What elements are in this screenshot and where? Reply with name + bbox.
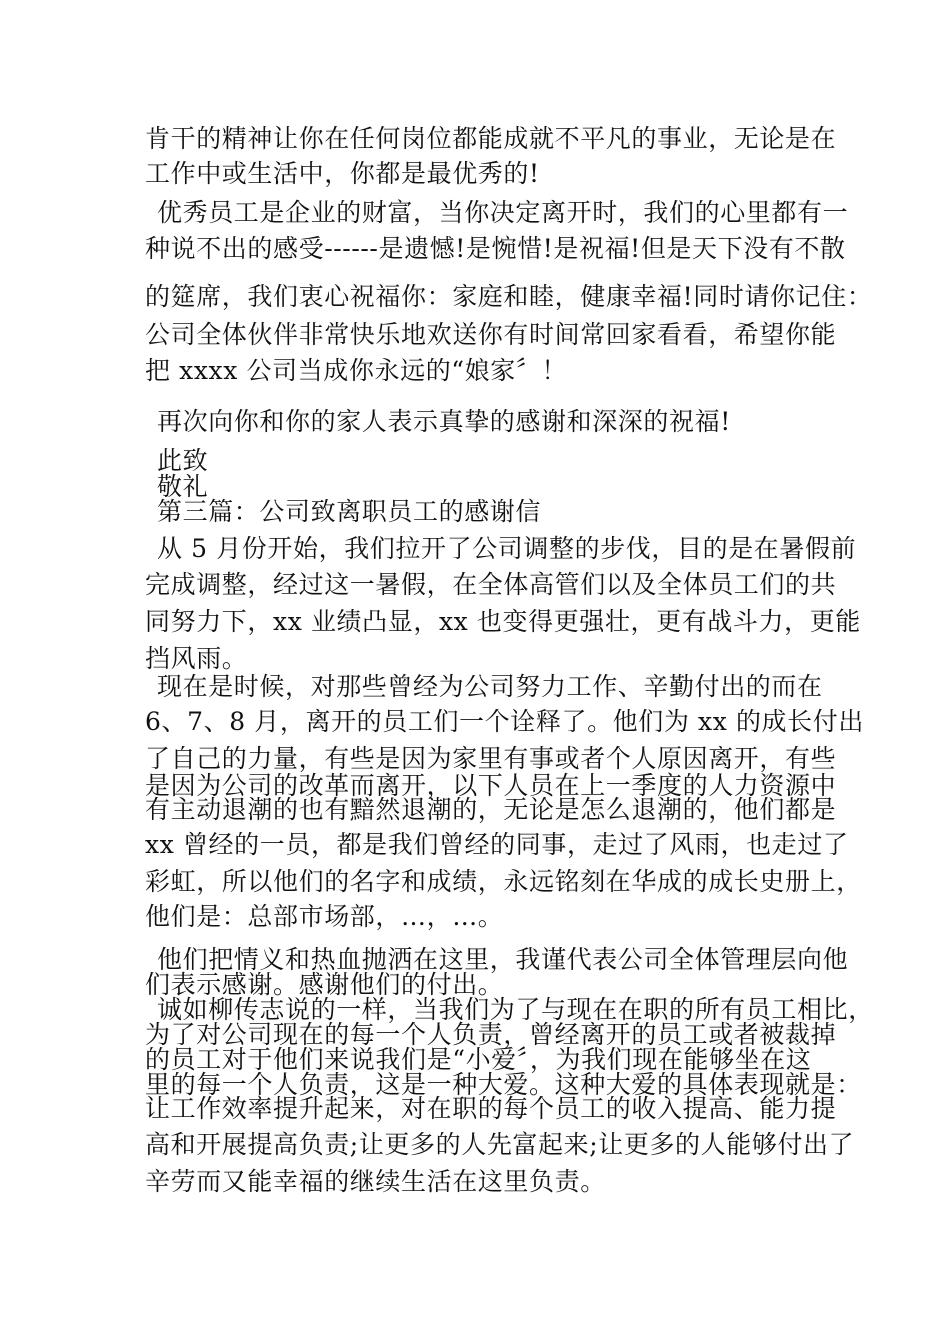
salutation-line: 敬礼 (157, 472, 209, 501)
text-line: 为了对公司现在的每一个人负责，曾经离开的员工或者被裁掉 (145, 1020, 837, 1049)
text-line: 是因为公司的改革而离开，以下人员在上一季度的人力资源中 (145, 771, 837, 800)
text-line: 高和开展提高负责;让更多的人先富起来;让更多的人能够付出了 (145, 1130, 855, 1159)
text-line: 让工作效率提升起来，对在职的每个员工的收入提高、能力提 (145, 1094, 837, 1123)
text-line: 工作中或生活中，你都是最优秀的! (145, 159, 540, 188)
text-line: 了自己的力量，有些是因为家里有事或者个人原因离开，有些 (145, 744, 837, 773)
text-line: 诚如柳传志说的一样，当我们为了与现在在职的所有员工相比， (157, 995, 874, 1024)
text-line: 彩虹，所以他们的名字和成绩，永远铭刻在华成的成长史册上， (145, 867, 862, 896)
text-line: 他们把情义和热血抛洒在这里，我谨代表公司全体管理层向他 (157, 945, 849, 974)
text-line: 完成调整，经过这一暑假，在全体高管们以及全体员工们的共 (145, 570, 837, 599)
salutation-line: 此致 (157, 446, 209, 475)
text-line: 再次向你和你的家人表示真挚的感谢和深深的祝福! (157, 407, 731, 436)
text-line: 肯干的精神让你在任何岗位都能成就不平凡的事业，无论是在 (145, 124, 837, 153)
text-line: 优秀员工是企业的财富，当你决定离开时，我们的心里都有一 (157, 198, 849, 227)
text-line: 把 xxxx 公司当成你永远的“娘家〞！ (145, 356, 568, 385)
text-line: 他们是：总部市场部，…，…。 (145, 902, 504, 931)
text-line: 们表示感谢。感谢他们的付出。 (145, 970, 504, 999)
text-line: 的员工对于他们来说我们是“小爱〞，为我们现在能够坐在这 (145, 1045, 812, 1074)
text-line: 同努力下，xx 业绩凸显，xx 也变得更强壮，更有战斗力，更能 (145, 607, 861, 636)
text-line: 公司全体伙伴非常快乐地欢送你有时间常回家看看，希望你能 (145, 320, 837, 349)
section-heading: 第三篇：公司致离职员工的感谢信 (157, 497, 542, 526)
text-line: 的筵席，我们衷心祝福你：家庭和睦，健康幸福!同时请你记住： (145, 282, 873, 311)
text-line: 里的每一个人负责，这是一种大爱。这种大爱的具体表现就是： (145, 1070, 862, 1099)
text-line: 从 5 月份开始，我们拉开了公司调整的步伐，目的是在暑假前 (157, 534, 857, 563)
text-line: 挡风雨。 (145, 644, 248, 673)
text-line: 种说不出的感受------是遗憾!是惋惜!是祝福!但是天下没有不散 (145, 234, 846, 263)
text-line: 现在是时候，对那些曾经为公司努力工作、辛勤付出的而在 (157, 672, 823, 701)
text-line: 辛劳而又能幸福的继续生活在这里负责。 (145, 1167, 606, 1196)
text-line: xx 曾经的一员，都是我们曾经的同事，走过了风雨，也走过了 (145, 830, 849, 859)
text-line: 有主动退潮的也有黯然退潮的，无论是怎么退潮的，他们都是 (145, 795, 837, 824)
text-line: 6、7、8 月，离开的员工们一个诠释了。他们为 xx 的成长付出 (145, 707, 864, 736)
